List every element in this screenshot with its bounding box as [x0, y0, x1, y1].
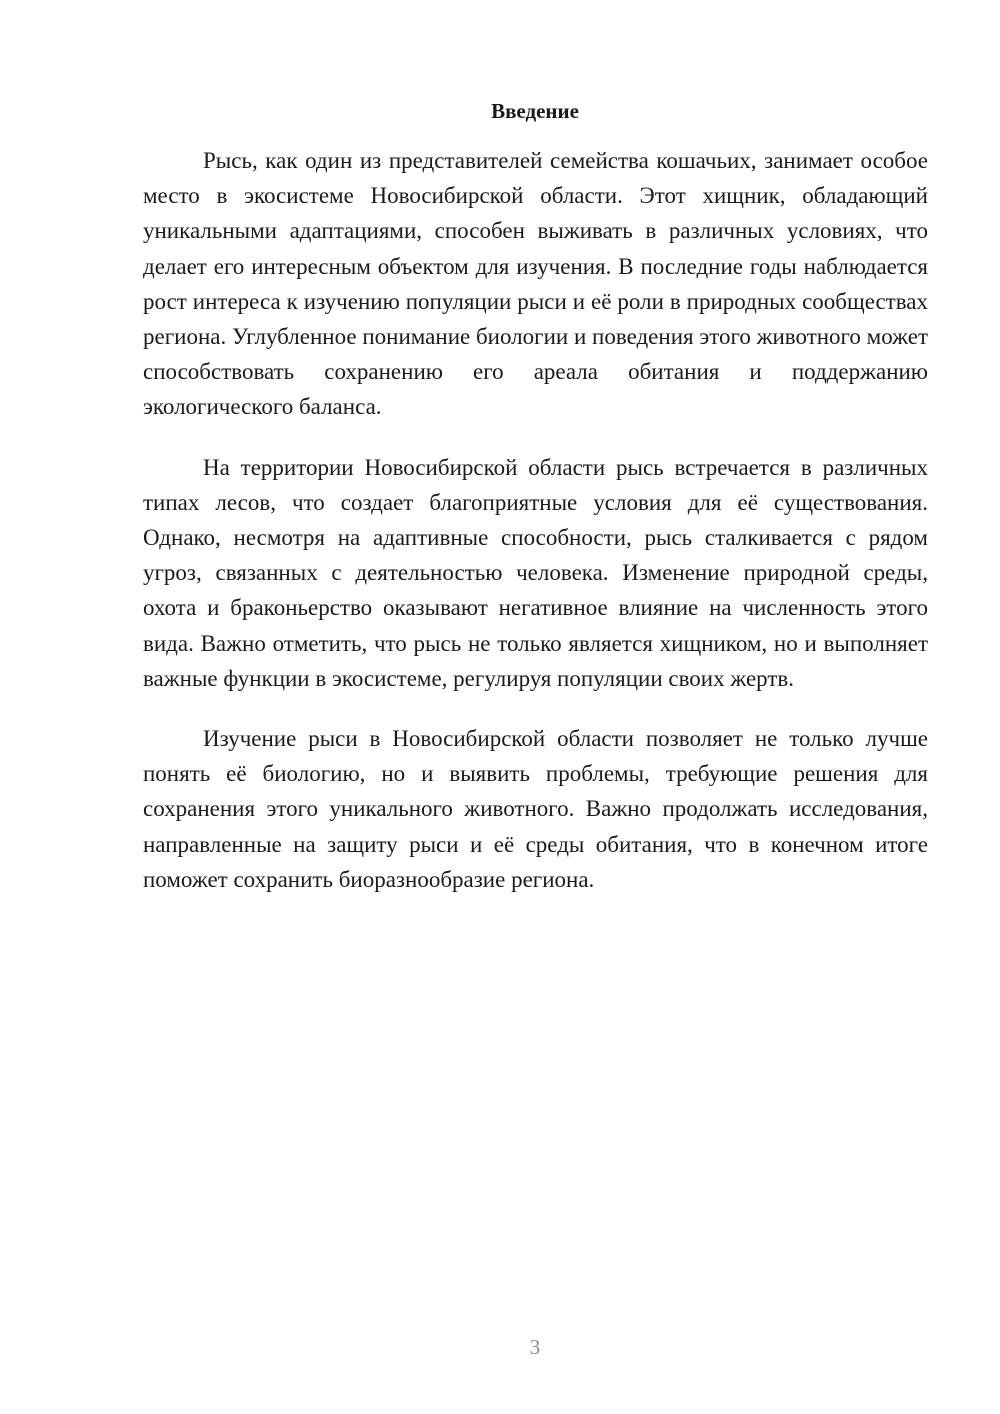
- paragraph-3: Изучение рыси в Новосибирской области позволяет не только лучше понять её биологию, но и выявить проблемы, требующие решения для сохранения этого уникального животного. Важно продолжать исследования, направленные на защиту рыси и её среды обитания, что в конечном итоге поможет сохранить биоразнообразие региона.: [143, 726, 928, 892]
- section-heading: Введение: [491, 99, 579, 123]
- paragraph-1: Рысь, как один из представителей семейства кошачьих, занимает особое место в экосистеме Новосибирской области. Этот хищник, обладающий уникальными адаптациями, способен выживать в различных условиях, что делает его интересным объектом для изучения. В последние годы наблюдается рост интереса к изучению популяции рыси и её роли в природных сообществах региона. Углубленное понимание биологии и поведения этого животного может способствовать сохранению его ареала обитания и поддержанию экологического баланса.: [143, 148, 928, 420]
- page-number: 3: [529, 1335, 541, 1359]
- body-text: [143, 143, 928, 922]
- paragraph-2: На территории Новосибирской области рысь встречается в различных типах лесов, что создает благоприятные условия для её существования. Однако, несмотря на адаптивные способности, рысь сталкивается с рядом угроз, связанных с деятельностью человека. Изменение природной среды, охота и браконьерство оказывают негативное влияние на численность этого вида. Важно отметить, что рысь не только является хищником, но и выполняет важные функции в экосистеме, регулируя популяции своих жертв.: [143, 454, 928, 691]
